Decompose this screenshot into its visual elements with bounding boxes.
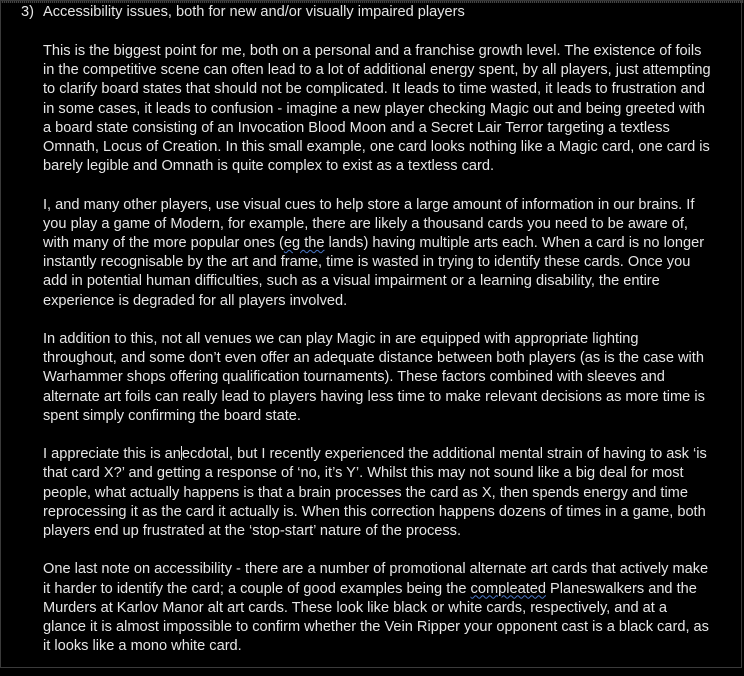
text-line: alternate art foils can really lead to players having less time to make relevant decisions as more time is [43, 388, 705, 405]
section-number: 3) [21, 4, 34, 20]
text-line: in some cases, it leads to confusion - imagine a new player checking Magic out and being greeted with [43, 100, 705, 117]
text-line: barely legible and Omnath is quite complex to exist as a textless card. [43, 158, 495, 175]
text-line: This is the biggest point for me, both on a personal and a franchise growth level. The existence of foils [43, 43, 702, 59]
text-line [43, 580, 733, 599]
text-line: instantly recognisable by the art and frame, time is wasted in trying to identify these cards. Once you [43, 254, 691, 271]
text-line: experience is degraded for all players involved. [43, 292, 348, 309]
text-line [43, 445, 733, 464]
text-line: you play a game of Modern, for example, there are likely a thousand cards you need to be aware of, [43, 215, 688, 232]
text-line: players end up frustrated at the ‘stop-start’ nature of the process. [43, 523, 462, 540]
text-line: Omnath, Locus of Creation. In this small example, one card looks nothing like a Magic card, one card is [43, 139, 710, 156]
paragraph [43, 330, 733, 426]
text-line: reprocessing it as the card it actually is. When this correction happens dozens of times in a game, both [43, 503, 706, 520]
spellcheck-flagged-word[interactable]: compleated [470, 580, 546, 597]
section-title: Accessibility issues, both for new and/or visually impaired players [43, 4, 465, 20]
text-line: One last note on accessibility - there are a number of promotional alternate art cards that actively make [43, 561, 709, 578]
section-heading [21, 3, 465, 22]
text-line: Murders at Karlov Manor alt art cards. These look like black or white cards, respectively, and at a [43, 599, 668, 616]
text-segment: it harder to identify the card; a couple of good examples being the [43, 580, 471, 597]
text-segment: lands) having multiple arts each. When a card is no longer [324, 235, 705, 252]
paragraph [43, 42, 733, 176]
paragraph [43, 560, 733, 656]
spellcheck-flagged-word[interactable]: eg the [283, 235, 325, 252]
text-line: people, what actually happens is that a brain processes the card as X, then spends energy and time [43, 484, 688, 501]
text-line: that card X?’ and getting a response of ‘no, it’s Y’. Whilst this may not sound like a big deal for most [43, 465, 684, 482]
text-segment: Planeswalkers and the [546, 580, 697, 597]
text-line: throughout, and some don’t even offer an adequate distance between both players (as is the case with [43, 350, 704, 367]
text-line: Warhammer shops offering qualification tournaments). These factors combined with sleeves and [43, 369, 665, 386]
text-line: In addition to this, not all venues we can play Magic in are equipped with appropriate lighting [43, 331, 639, 348]
text-line: glance it is almost impossible to confirm whether the Vein Ripper your opponent cast is a black card, as [43, 619, 709, 636]
text-segment: with many of the more popular ones ( [43, 235, 284, 252]
document-body[interactable] [43, 42, 733, 676]
text-line: to clarify board states that should not be complicated. It leads to time wasted, it leads to frustration and [43, 81, 705, 98]
text-line: a board state consisting of an Invocation Blood Moon and a Secret Lair Terror targeting a textless [43, 119, 670, 136]
text-line: it looks like a mono white card. [43, 638, 242, 655]
text-line: in the competitive scene can often lead to a lot of additional energy spent, by all players, just attempting [43, 62, 711, 79]
text-line: I, and many other players, use visual cues to help store a large amount of information in our brains. If [43, 196, 695, 213]
text-line: add in potential human difficulties, such as a visual impairment or a learning disability, the entire [43, 273, 660, 290]
text-line: spent simply confirming the board state. [43, 407, 301, 424]
text-segment: I appreciate this is an [43, 446, 181, 463]
text-segment: ecdotal, but I recently experienced the additional mental strain of having to ask ‘is [181, 446, 707, 463]
paragraph [43, 445, 733, 541]
paragraph [43, 196, 733, 311]
text-line [43, 234, 733, 253]
